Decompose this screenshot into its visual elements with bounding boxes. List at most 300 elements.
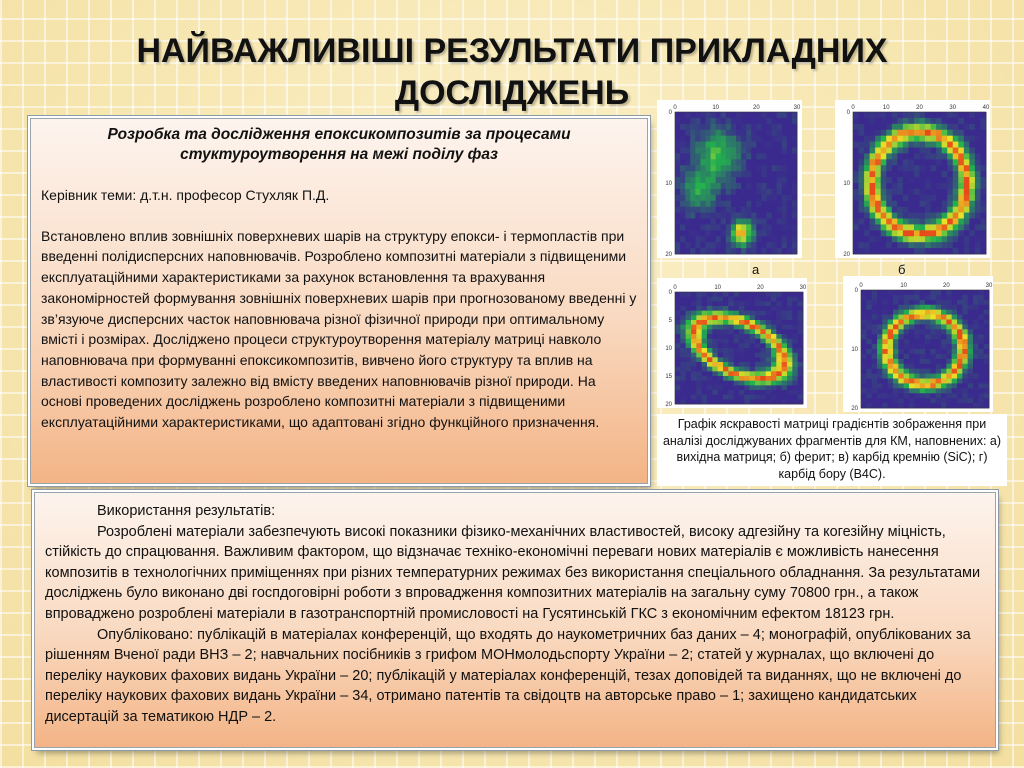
heatmap-cell xyxy=(962,339,968,344)
heatmap-cell xyxy=(761,136,766,142)
heatmap-cell xyxy=(853,242,859,248)
heatmap-cell xyxy=(861,300,867,305)
heatmap-cell xyxy=(798,385,804,390)
heatmap-cell xyxy=(723,315,729,320)
heatmap-cell xyxy=(886,171,892,177)
heatmap-cell xyxy=(942,189,948,195)
heatmap-cell xyxy=(925,320,931,325)
heatmap-cell xyxy=(866,349,872,354)
heatmap-cell xyxy=(792,357,798,362)
heatmap-cell xyxy=(728,395,734,400)
heatmap-cell xyxy=(872,349,878,354)
heatmap-cell xyxy=(750,371,756,376)
heatmap-cell xyxy=(864,142,870,148)
heatmap-cell xyxy=(870,130,876,136)
heatmap-cell xyxy=(712,390,718,395)
heatmap-cell xyxy=(903,201,909,207)
heatmap-cell xyxy=(969,112,975,118)
heatmap-cell xyxy=(875,224,881,230)
heatmap-cell xyxy=(767,148,772,154)
heatmap-cell xyxy=(853,148,859,154)
heatmap-cell xyxy=(903,189,909,195)
heatmap-cell xyxy=(969,201,975,207)
heatmap-cell xyxy=(776,315,782,320)
heatmap-cell xyxy=(861,324,867,329)
heatmap-cell xyxy=(973,364,979,369)
heatmap-cell xyxy=(787,242,792,248)
heatmap-cell xyxy=(736,165,741,171)
heatmap-cell xyxy=(686,311,692,316)
heatmap-cell xyxy=(712,339,718,344)
heatmap-cell xyxy=(931,130,937,136)
heatmap-cell xyxy=(947,236,953,242)
heatmap-cell xyxy=(897,189,903,195)
heatmap-cell xyxy=(798,371,804,376)
heatmap-cell xyxy=(914,383,920,388)
heatmap-cell xyxy=(707,311,713,316)
heatmap-cell xyxy=(716,213,721,219)
heatmap-cell xyxy=(761,224,766,230)
heatmap-cell xyxy=(942,248,948,254)
heatmap-cell xyxy=(931,213,937,219)
heatmap-cell xyxy=(695,219,700,225)
heatmap-cell xyxy=(686,381,692,386)
heatmap-cell xyxy=(886,195,892,201)
heatmap-cell xyxy=(978,369,984,374)
heatmap-cell xyxy=(760,306,766,311)
heatmap-cell xyxy=(767,230,772,236)
heatmap-cell xyxy=(776,301,782,306)
heatmap-cell xyxy=(691,376,697,381)
heatmap-cell xyxy=(958,207,964,213)
heatmap-cell xyxy=(712,315,718,320)
heatmap-cell xyxy=(903,224,909,230)
heatmap-cell xyxy=(787,148,792,154)
heatmap-cell xyxy=(953,171,959,177)
heatmap-cell xyxy=(755,362,761,367)
heatmap-cell xyxy=(946,403,952,408)
heatmap-cell xyxy=(718,315,724,320)
heatmap-cell xyxy=(675,171,680,177)
heatmap-cell xyxy=(969,236,975,242)
heatmap-cell xyxy=(792,399,798,404)
heatmap-cell xyxy=(716,159,721,165)
heatmap-cell xyxy=(767,207,772,213)
heatmap-cell xyxy=(866,374,872,379)
heatmap-cell xyxy=(897,248,903,254)
heatmap-cell xyxy=(872,359,878,364)
heatmap-cell xyxy=(718,301,724,306)
heatmap-cell xyxy=(721,130,726,136)
heatmap-cell xyxy=(930,290,936,295)
heatmap-cell xyxy=(731,242,736,248)
heatmap-cell xyxy=(872,398,878,403)
heatmap-cell xyxy=(930,359,936,364)
heatmap-cell xyxy=(707,362,713,367)
heatmap-cell xyxy=(691,334,697,339)
heatmap-cell xyxy=(751,136,756,142)
heatmap-cell xyxy=(968,364,974,369)
heatmap-cell xyxy=(750,362,756,367)
heatmap-cell xyxy=(941,339,947,344)
heatmap-cell xyxy=(925,398,931,403)
heatmap-cell xyxy=(741,159,746,165)
heatmap-cell xyxy=(760,329,766,334)
heatmap-cell xyxy=(953,201,959,207)
heatmap-cell xyxy=(741,171,746,177)
heatmap-cell xyxy=(936,236,942,242)
heatmap-cell xyxy=(695,142,700,148)
heatmap-cell xyxy=(728,297,734,302)
heatmap-cell xyxy=(702,395,708,400)
heatmap-cell xyxy=(964,201,970,207)
heatmap-cell xyxy=(931,201,937,207)
heatmap-cell xyxy=(695,177,700,183)
heatmap-cell xyxy=(969,148,975,154)
heatmap-cell xyxy=(866,315,872,320)
heatmap-cell xyxy=(716,183,721,189)
heatmap-cell xyxy=(766,339,772,344)
heatmap-cell xyxy=(942,159,948,165)
heatmap-cell xyxy=(886,236,892,242)
heatmap-cell xyxy=(877,310,883,315)
heatmap-cell xyxy=(741,148,746,154)
heatmap-cell xyxy=(861,329,867,334)
heatmap-cell xyxy=(734,399,740,404)
heatmap-cell xyxy=(904,374,910,379)
heatmap-cell xyxy=(734,371,740,376)
heatmap-cell xyxy=(760,325,766,330)
heatmap-cell xyxy=(787,311,793,316)
heatmap-panel-b xyxy=(835,100,990,258)
heatmap-cell xyxy=(766,334,772,339)
heatmap-cell xyxy=(936,148,942,154)
heatmap-cell xyxy=(721,159,726,165)
heatmap-cell xyxy=(964,219,970,225)
heatmap-cell xyxy=(787,385,793,390)
heatmap-cell xyxy=(690,213,695,219)
heatmap-cell xyxy=(744,390,750,395)
heatmap-cell xyxy=(908,242,914,248)
heatmap-cell xyxy=(925,118,931,124)
heatmap-cell xyxy=(711,142,716,148)
heatmap-cell xyxy=(798,325,804,330)
heatmap-cell xyxy=(892,236,898,242)
heatmap-cell xyxy=(968,393,974,398)
heatmap-cell xyxy=(881,213,887,219)
heatmap-cell xyxy=(772,112,777,118)
heatmap-cell xyxy=(897,201,903,207)
heatmap-cell xyxy=(792,159,797,165)
heatmap-cell xyxy=(782,376,788,381)
heatmap-cell xyxy=(731,171,736,177)
heatmap-cell xyxy=(696,320,702,325)
heatmap-cell xyxy=(931,248,937,254)
heatmap-cell xyxy=(798,343,804,348)
heatmap-cell xyxy=(702,348,708,353)
heatmap-cell xyxy=(984,359,990,364)
heatmap-cell xyxy=(882,305,888,310)
heatmap-cell xyxy=(766,329,772,334)
heatmap-cell xyxy=(877,339,883,344)
heatmap-cell xyxy=(726,112,731,118)
heatmap-cell xyxy=(718,311,724,316)
heatmap-cell xyxy=(898,398,904,403)
heatmap-x-tick: 0 xyxy=(673,105,677,111)
heatmap-cell xyxy=(984,349,990,354)
heatmap-cell xyxy=(761,207,766,213)
heatmap-cell xyxy=(690,148,695,154)
heatmap-cell xyxy=(882,354,888,359)
heatmap-cell xyxy=(750,306,756,311)
heatmap-cell xyxy=(712,306,718,311)
heatmap-cell xyxy=(761,171,766,177)
heatmap-cell xyxy=(964,159,970,165)
heatmap-cell xyxy=(914,339,920,344)
heatmap-cell xyxy=(691,399,697,404)
heatmap-cell xyxy=(897,148,903,154)
heatmap-cell xyxy=(875,124,881,130)
heatmap-cell xyxy=(686,325,692,330)
heatmap-cell xyxy=(877,349,883,354)
heatmap-cell xyxy=(942,130,948,136)
heatmap-cell xyxy=(702,367,708,372)
heatmap-cell xyxy=(771,306,777,311)
heatmap-cell xyxy=(706,124,711,130)
heatmap-cell xyxy=(904,310,910,315)
heatmap-cell xyxy=(914,159,920,165)
heatmap-cell xyxy=(787,213,792,219)
heatmap-cell xyxy=(893,374,899,379)
heatmap-cell xyxy=(696,348,702,353)
heatmap-cell xyxy=(782,230,787,236)
heatmap-cell xyxy=(685,142,690,148)
heatmap-cell xyxy=(798,301,804,306)
heatmap-cell xyxy=(696,353,702,358)
heatmap-cell xyxy=(984,364,990,369)
heatmap-cell xyxy=(936,388,942,393)
heatmap-cell xyxy=(978,305,984,310)
heatmap-cell xyxy=(882,393,888,398)
heatmap-cell xyxy=(706,159,711,165)
heatmap-cell xyxy=(953,219,959,225)
heatmap-cell xyxy=(686,329,692,334)
heatmap-cell xyxy=(952,359,958,364)
heatmap-cell xyxy=(702,320,708,325)
heatmap-cell xyxy=(696,325,702,330)
heatmap-cell xyxy=(936,403,942,408)
heatmap-cell xyxy=(707,376,713,381)
heatmap-cell xyxy=(707,306,713,311)
heatmap-cell xyxy=(746,207,751,213)
heatmap-cell xyxy=(914,393,920,398)
heatmap-cell xyxy=(897,213,903,219)
heatmap-cell xyxy=(711,236,716,242)
heatmap-cell xyxy=(892,165,898,171)
heatmap-cell xyxy=(888,305,894,310)
heatmap-cell xyxy=(712,348,718,353)
heatmap-cell xyxy=(675,142,680,148)
heatmap-cell xyxy=(914,201,920,207)
heatmap-cell xyxy=(696,390,702,395)
heatmap-cell xyxy=(723,390,729,395)
heatmap-cell xyxy=(750,329,756,334)
heatmap-cell xyxy=(707,395,713,400)
heatmap-cell xyxy=(731,153,736,159)
heatmap-cell xyxy=(771,399,777,404)
heatmap-cell xyxy=(898,315,904,320)
heatmap-cell xyxy=(766,381,772,386)
heatmap-cell xyxy=(771,348,777,353)
heatmap-cell xyxy=(787,399,793,404)
heatmap-cell xyxy=(771,367,777,372)
heatmap-cell xyxy=(870,159,876,165)
heatmap-cell xyxy=(893,305,899,310)
heatmap-cell xyxy=(864,213,870,219)
heatmap-cell xyxy=(685,148,690,154)
heatmap-cell xyxy=(946,349,952,354)
heatmap-cell xyxy=(782,315,788,320)
heatmap-cell xyxy=(711,230,716,236)
heatmap-cell xyxy=(861,290,867,295)
heatmap-cell xyxy=(777,224,782,230)
heatmap-cell xyxy=(706,242,711,248)
heatmap-cell xyxy=(690,183,695,189)
heatmap-cell xyxy=(718,371,724,376)
heatmap-cell xyxy=(953,177,959,183)
heatmap-cell xyxy=(716,148,721,154)
heatmap-cell xyxy=(877,305,883,310)
heatmap-cell xyxy=(914,329,920,334)
heatmap-cell xyxy=(892,213,898,219)
heatmap-cell xyxy=(716,219,721,225)
heatmap-cell xyxy=(897,171,903,177)
heatmap-cell xyxy=(686,297,692,302)
heatmap-cell xyxy=(756,201,761,207)
heatmap-cell xyxy=(968,329,974,334)
heatmap-cell xyxy=(702,399,708,404)
heatmap-cell xyxy=(920,248,926,254)
heatmap-cell xyxy=(872,364,878,369)
heatmap-cell xyxy=(731,130,736,136)
heatmap-cell xyxy=(736,148,741,154)
heatmap-cell xyxy=(859,165,865,171)
heatmap-cell xyxy=(870,148,876,154)
heatmap-cell xyxy=(766,385,772,390)
heatmap-cell xyxy=(877,383,883,388)
heatmap-cell xyxy=(909,383,915,388)
heatmap-cell xyxy=(903,136,909,142)
heatmap-cell xyxy=(897,130,903,136)
heatmap-cell xyxy=(864,189,870,195)
heatmap-cell xyxy=(898,324,904,329)
heatmap-cell xyxy=(726,183,731,189)
heatmap-cell xyxy=(909,354,915,359)
heatmap-cell xyxy=(936,171,942,177)
heatmap-cell xyxy=(782,301,788,306)
heatmap-cell xyxy=(680,171,685,177)
heatmap-cell xyxy=(973,344,979,349)
heatmap-cell xyxy=(881,159,887,165)
heatmap-cell xyxy=(882,383,888,388)
heatmap-cell xyxy=(980,148,986,154)
heatmap-cell xyxy=(736,248,741,254)
heatmap-cell xyxy=(952,403,958,408)
heatmap-cell xyxy=(882,359,888,364)
heatmap-cell xyxy=(680,236,685,242)
heatmap-cell xyxy=(872,403,878,408)
heatmap-cell xyxy=(980,112,986,118)
project-heading: Розробка та дослідження епоксикомпозитів за процесами стуктуроутворення на межі поділу фаз xyxy=(107,126,571,163)
heatmap-cell xyxy=(920,310,926,315)
heatmap-cell xyxy=(776,329,782,334)
heatmap-cell xyxy=(700,189,705,195)
heatmap-cell xyxy=(909,374,915,379)
heatmap-cell xyxy=(903,236,909,242)
heatmap-cell xyxy=(675,315,681,320)
heatmap-cell xyxy=(953,242,959,248)
heatmap-cell xyxy=(760,315,766,320)
heatmap-cell xyxy=(767,159,772,165)
heatmap-cell xyxy=(706,148,711,154)
heatmap-cell xyxy=(957,388,963,393)
heatmap-cell xyxy=(877,388,883,393)
heatmap-cell xyxy=(975,171,981,177)
heatmap-cell xyxy=(751,195,756,201)
heatmap-cell xyxy=(702,292,708,297)
heatmap-cell xyxy=(782,343,788,348)
heatmap-cell xyxy=(898,344,904,349)
heatmap-cell xyxy=(723,399,729,404)
heatmap-cell xyxy=(942,177,948,183)
heatmap-cell xyxy=(675,236,680,242)
heatmap-cell xyxy=(958,219,964,225)
heatmap-cell xyxy=(931,148,937,154)
heatmap-cell xyxy=(861,383,867,388)
heatmap-cell xyxy=(953,165,959,171)
heatmap-cell xyxy=(853,219,859,225)
heatmap-cell xyxy=(947,159,953,165)
heatmap-cell xyxy=(706,118,711,124)
heatmap-cell xyxy=(776,325,782,330)
heatmap-cell xyxy=(925,403,931,408)
heatmap-cell xyxy=(736,219,741,225)
heatmap-cell xyxy=(691,362,697,367)
heatmap-cell xyxy=(685,230,690,236)
heatmap-cell xyxy=(975,236,981,242)
heatmap-cell xyxy=(925,219,931,225)
heatmap-cell xyxy=(695,195,700,201)
heatmap-cell xyxy=(882,290,888,295)
heatmap-cell xyxy=(958,242,964,248)
heatmap-cell xyxy=(712,301,718,306)
heatmap-cell xyxy=(706,189,711,195)
heatmap-cell xyxy=(739,339,745,344)
heatmap-cell xyxy=(739,362,745,367)
heatmap-cell xyxy=(925,112,931,118)
heatmap-cell xyxy=(744,348,750,353)
heatmap-cell xyxy=(872,329,878,334)
heatmap-cell xyxy=(792,177,797,183)
heatmap-cell xyxy=(952,364,958,369)
heatmap-cell xyxy=(859,142,865,148)
heatmap-cell xyxy=(984,334,990,339)
heatmap-cell xyxy=(736,189,741,195)
heatmap-cell xyxy=(767,242,772,248)
heatmap-cell xyxy=(904,334,910,339)
heatmap-cell xyxy=(728,320,734,325)
heatmap-cell xyxy=(760,381,766,386)
